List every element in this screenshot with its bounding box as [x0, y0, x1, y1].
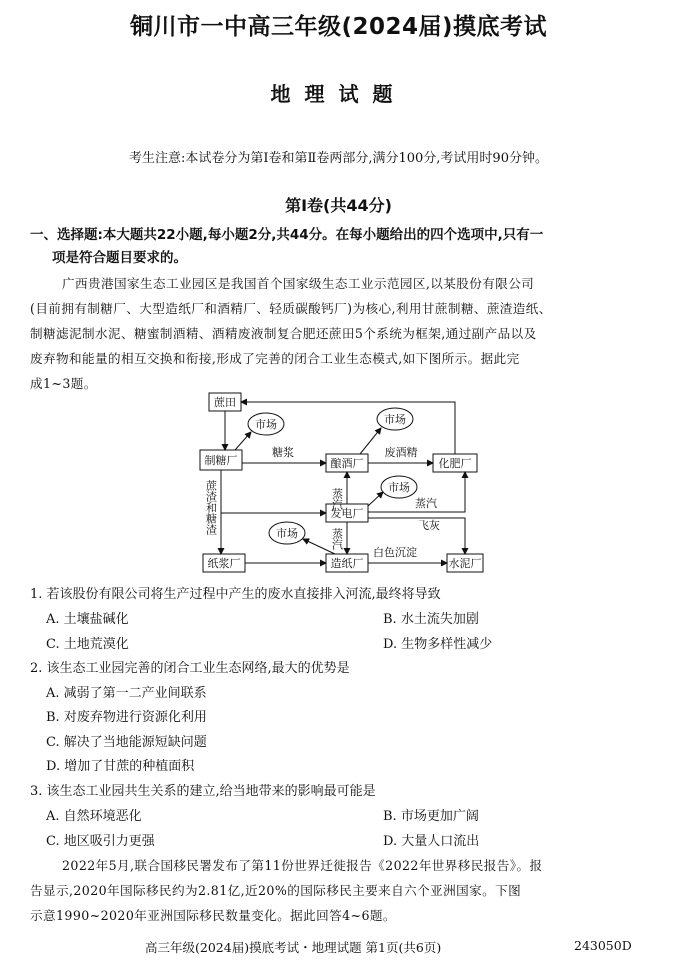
page-footer: 高三年级(2024届)摸底考试・地理试题 第1页(共6页): [145, 940, 442, 955]
question-option[interactable]: D. 增加了甘蔗的种植面积: [46, 759, 195, 774]
passage2-line: 2022年5月,联合国移民署发布了第11份世界迁徙报告《2022年世界移民报告》。报: [62, 858, 543, 873]
label-cement: 水泥厂: [448, 557, 482, 570]
label-market2: 市场: [384, 413, 406, 426]
question-stem: 3. 该生态工业园共生关系的建立,给当地带来的影响最可能是: [30, 784, 376, 799]
question-option[interactable]: C. 解决了当地能源短缺问题: [46, 735, 207, 750]
question-option[interactable]: C. 土地荒漠化: [46, 637, 129, 652]
question-option[interactable]: A. 自然环境恶化: [46, 809, 142, 824]
label-steam-fertilizer: 蒸汽: [415, 497, 437, 510]
label-steam-alcohol: 蒸汽: [330, 488, 344, 510]
label-steam-paper: 蒸汽: [330, 528, 344, 550]
label-waste-alcohol: 废酒精: [384, 446, 418, 459]
question-option[interactable]: A. 土壤盐碱化: [46, 612, 129, 627]
label-power: 发电厂: [330, 507, 364, 520]
label-paper: 造纸厂: [330, 557, 364, 570]
passage2-line: 示意1990~2020年亚洲国际移民数量变化。据此回答4~6题。: [30, 908, 396, 923]
question-option[interactable]: B. 对废弃物进行资源化利用: [46, 710, 207, 725]
label-sugar: 制糖厂: [204, 454, 238, 467]
label-white-mud: 白色沉淀: [373, 546, 417, 559]
label-canefield: 蔗田: [214, 396, 236, 409]
passage1-line: 成1~3题。: [30, 376, 97, 391]
exam-notice: 考生注意:本试卷分为第Ⅰ卷和第Ⅱ卷两部分,满分100分,考试用时90分钟。: [129, 151, 548, 166]
passage1-line: 广西贵港国家生态工业园区是我国首个国家级生态工业示范园区,以某股份有限公司: [62, 276, 535, 291]
question-option[interactable]: D. 大量人口流出: [383, 834, 480, 849]
passage1-line: (目前拥有制糖厂、大型造纸厂和酒精厂、轻质碳酸钙厂)为核心,利用甘蔗制糖、蔗渣造纸、: [30, 301, 552, 316]
question-option[interactable]: B. 市场更加广阔: [383, 809, 479, 824]
label-alcohol: 酿酒厂: [330, 457, 364, 470]
label-ash: 飞灰: [418, 519, 440, 532]
question-stem: 2. 该生态工业园完善的闭合工业生态网络,最大的优势是: [30, 661, 350, 676]
passage1-line: 废弃物和能量的相互交换和衔接,形成了完善的闭合工业生态模式,如下图所示。据此完: [30, 351, 520, 366]
question-stem: 1. 若该股份有限公司将生产过程中产生的废水直接排入河流,最终将导致: [30, 587, 441, 602]
label-market1: 市场: [255, 418, 277, 431]
question-option[interactable]: D. 生物多样性减少: [383, 637, 493, 652]
question-option[interactable]: C. 地区吸引力更强: [46, 834, 155, 849]
section-instruction-line1: 一、选择题:本大题共22小题,每小题2分,共44分。在每小题给出的四个选项中,只有一: [30, 227, 544, 243]
label-pulp: 纸浆厂: [207, 557, 241, 570]
part1-title: 第Ⅰ卷(共44分): [285, 196, 392, 215]
exam-code: 243050D: [574, 938, 632, 953]
question-option[interactable]: A. 减弱了第一二产业间联系: [46, 686, 207, 701]
section-instruction-line2: 项是符合题目要求的。: [52, 250, 187, 266]
label-molasses: 糖浆: [272, 446, 294, 459]
label-market4: 市场: [276, 527, 298, 540]
industrial-park-diagram: [195, 388, 495, 580]
label-bagasse: 蔗渣和糖渣: [204, 480, 218, 535]
label-fertilizer: 化肥厂: [438, 457, 472, 470]
label-market3: 市场: [388, 481, 410, 494]
subject-title: 地理试题: [270, 82, 407, 106]
question-option[interactable]: B. 水土流失加剧: [383, 612, 479, 627]
passage1-line: 制糖滤泥制水泥、糖蜜制酒精、酒精废液制复合肥还蔗田5个系统为框架,通过副产品以及: [30, 326, 537, 341]
passage2-line: 告显示,2020年国际移民约为2.81亿,近20%的国际移民主要来自六个亚洲国家。下图: [30, 883, 522, 898]
exam-title: 铜川市一中高三年级(2024届)摸底考试: [129, 14, 548, 40]
